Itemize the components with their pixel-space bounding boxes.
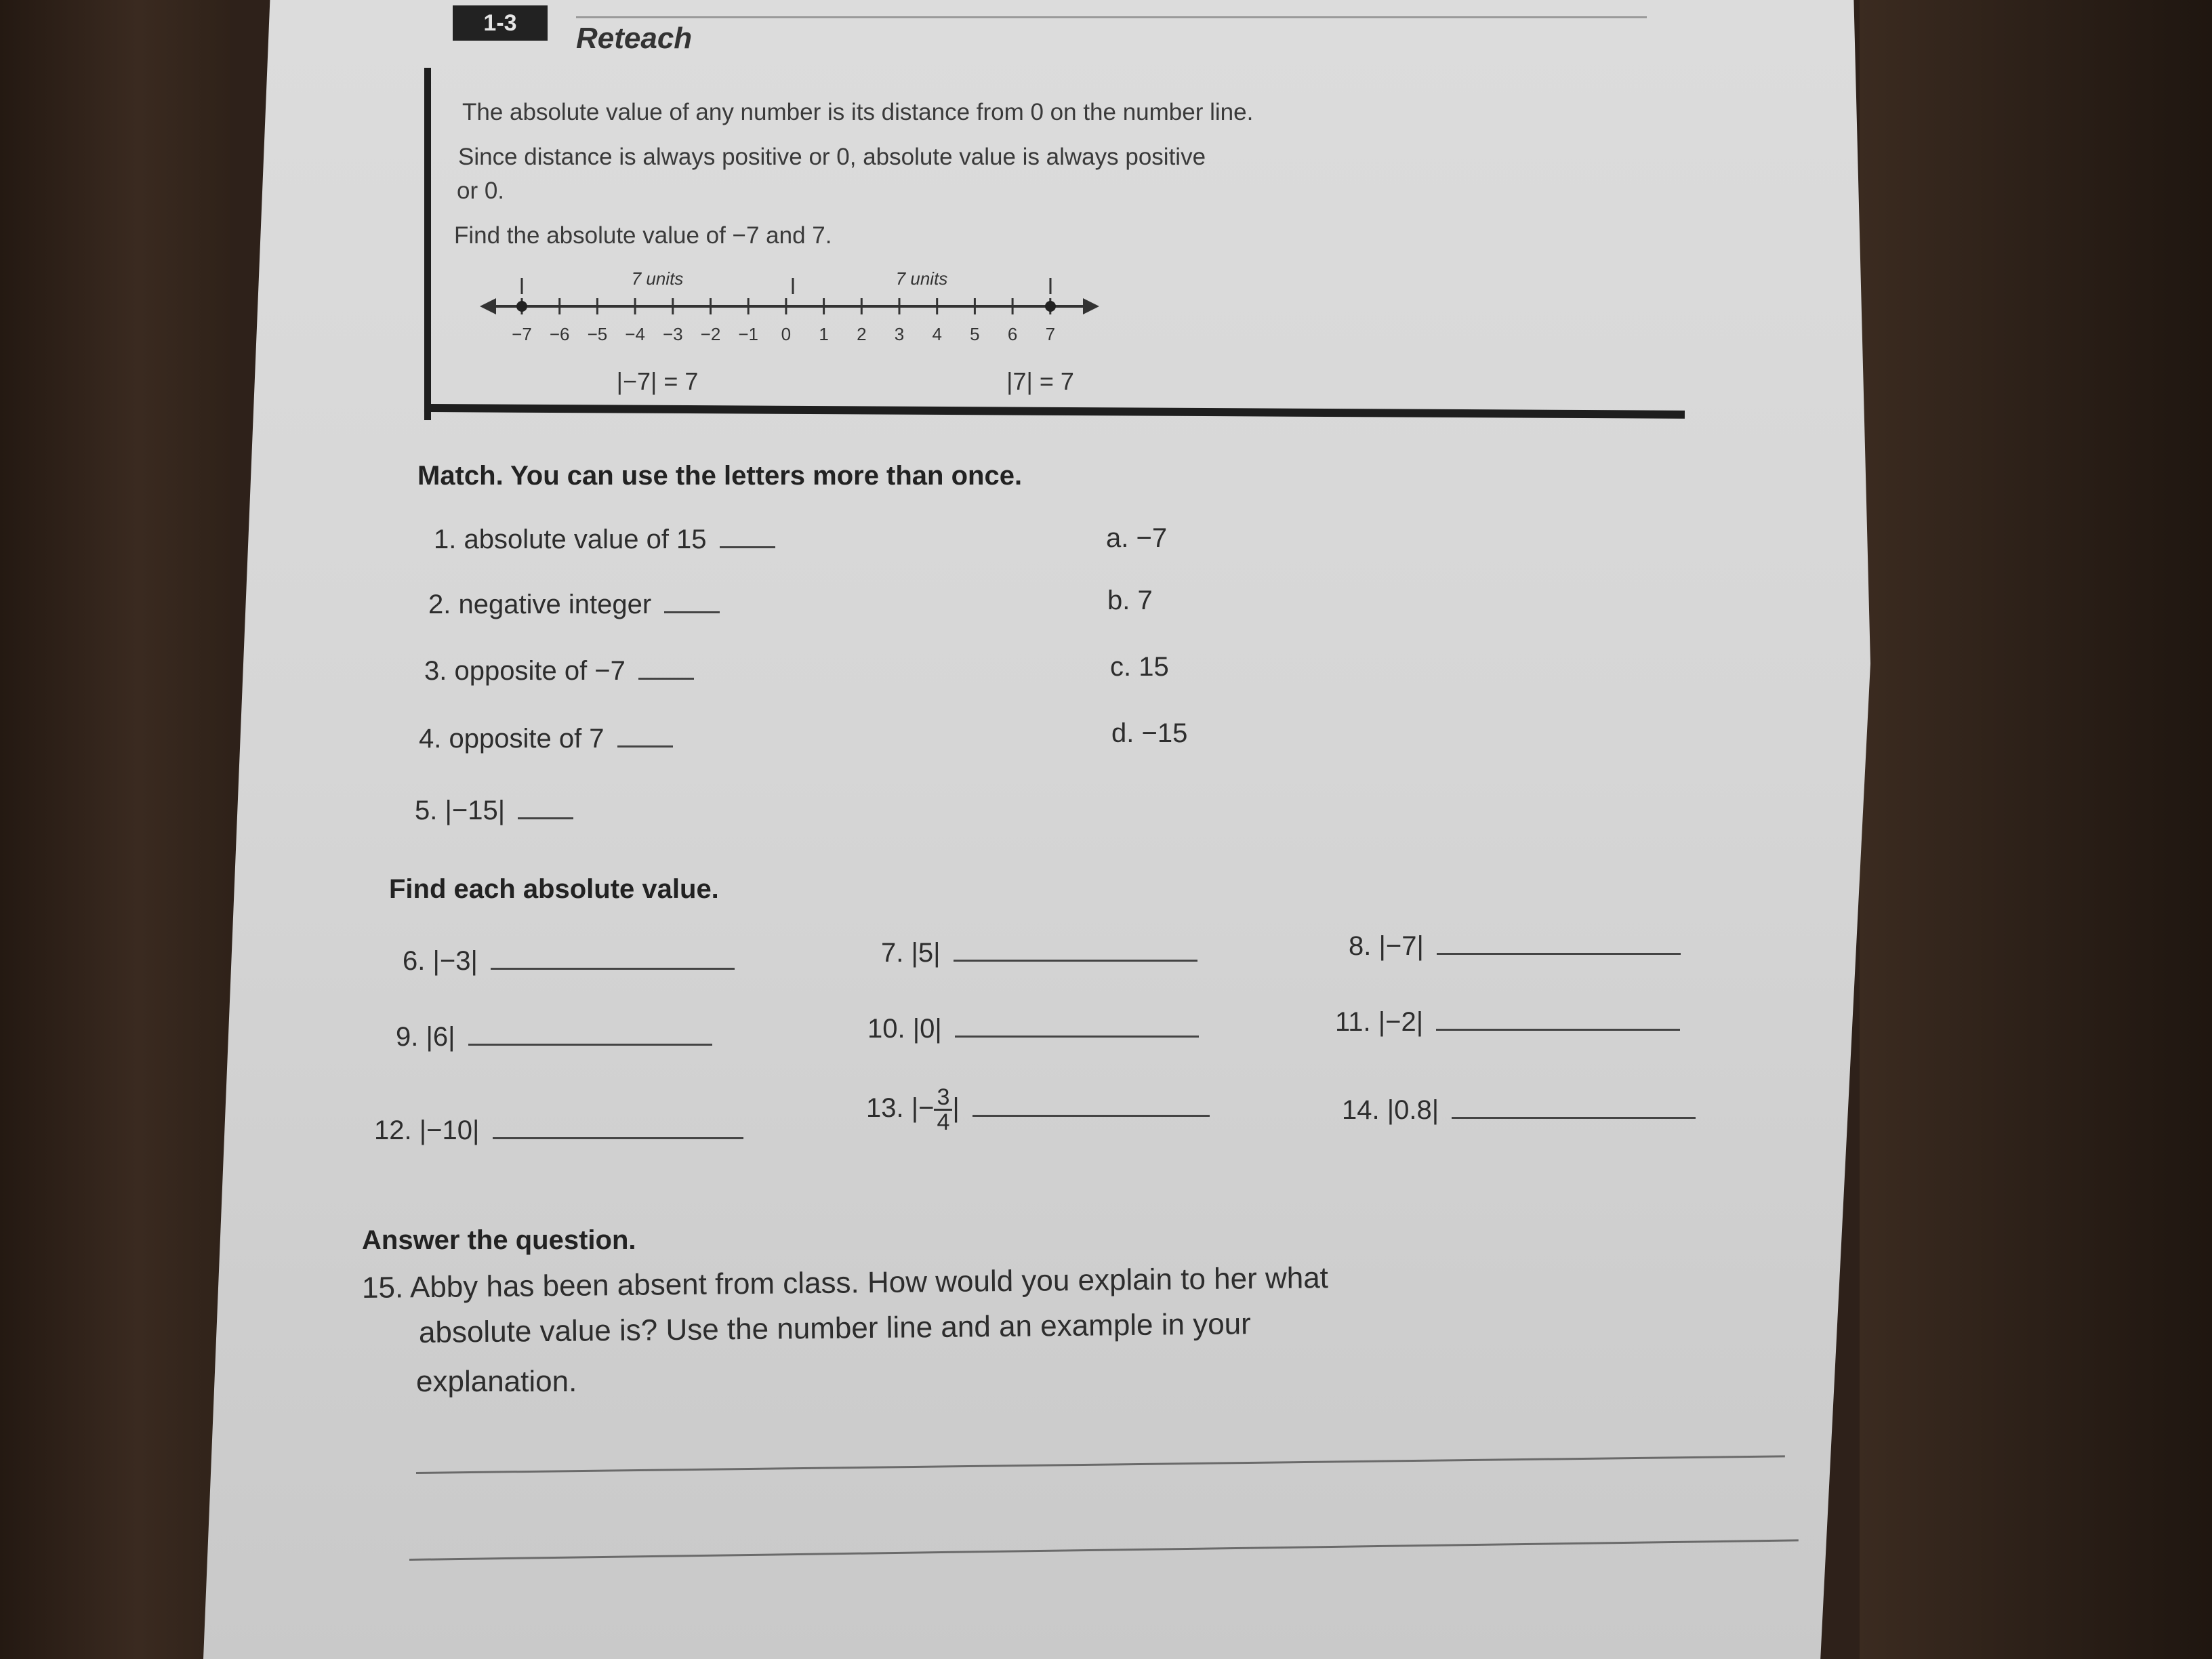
number-line-tick-label: 4 bbox=[932, 324, 942, 344]
find-item-6-expr: |−3| bbox=[432, 946, 478, 976]
lesson-badge: 1-3 bbox=[453, 5, 548, 41]
fraction-three-fourths bbox=[934, 1086, 952, 1134]
choice-a bbox=[1106, 523, 1167, 554]
match-item-2-text: negative integer bbox=[458, 590, 652, 619]
find-item-14 bbox=[1342, 1095, 1696, 1126]
find-item-11-blank[interactable] bbox=[1436, 1025, 1680, 1031]
find-item-11-expr: |−2| bbox=[1378, 1007, 1424, 1037]
choice-c bbox=[1110, 652, 1169, 682]
number-line-tick-label: 6 bbox=[1007, 324, 1018, 344]
find-item-7 bbox=[881, 938, 1197, 968]
find-item-9-number: 9. bbox=[396, 1022, 419, 1052]
match-item-1-text: absolute value of 15 bbox=[464, 525, 707, 554]
number-line-tick-label: 0 bbox=[781, 324, 792, 344]
match-item-5 bbox=[415, 796, 573, 826]
find-item-7-expr: |5| bbox=[911, 938, 941, 968]
question-15-text-1: Abby has been absent from class. How would you explain to her what bbox=[409, 1261, 1329, 1305]
find-item-12 bbox=[374, 1115, 743, 1146]
number-line-tick-label: −2 bbox=[700, 324, 721, 344]
example-box-left-border bbox=[424, 68, 431, 420]
choice-b-letter: b. bbox=[1107, 586, 1130, 615]
choice-a-letter: a. bbox=[1106, 523, 1129, 553]
choice-b-text: 7 bbox=[1137, 586, 1153, 615]
find-item-13-number: 13. bbox=[866, 1093, 904, 1124]
background-right bbox=[1860, 0, 2212, 1659]
choice-d bbox=[1111, 718, 1187, 749]
find-item-12-number: 12. bbox=[374, 1115, 412, 1145]
find-item-10-number: 10. bbox=[867, 1014, 905, 1044]
find-instruction: Find each absolute value. bbox=[389, 874, 719, 904]
worksheet-paper bbox=[203, 0, 1870, 1659]
number-line-tick-label: 1 bbox=[819, 324, 829, 344]
match-item-2-blank[interactable] bbox=[664, 607, 720, 613]
find-item-10-expr: |0| bbox=[912, 1014, 942, 1044]
match-item-1-blank[interactable] bbox=[720, 542, 775, 548]
choice-d-letter: d. bbox=[1111, 718, 1134, 748]
fraction-numerator: 3 bbox=[934, 1086, 952, 1111]
match-item-3 bbox=[424, 656, 694, 687]
find-item-9-blank[interactable] bbox=[468, 1040, 712, 1046]
match-item-3-blank[interactable] bbox=[638, 674, 694, 680]
answer-instruction: Answer the question. bbox=[362, 1225, 636, 1255]
reteach-subtitle: Reteach bbox=[576, 22, 693, 55]
find-item-10-blank[interactable] bbox=[955, 1031, 1199, 1038]
fraction-denominator: 4 bbox=[937, 1109, 950, 1135]
equation-abs-neg-7: |−7| = 7 bbox=[616, 367, 699, 395]
intro-line-1: The absolute value of any number is its distance from 0 on the number line. bbox=[462, 99, 1254, 125]
match-item-4-text: opposite of 7 bbox=[449, 724, 605, 754]
match-item-4 bbox=[419, 724, 673, 754]
intro-line-2a: Since distance is always positive or 0, absolute value is always positive bbox=[458, 144, 1206, 170]
find-item-8-expr: |−7| bbox=[1378, 931, 1424, 961]
find-item-14-blank[interactable] bbox=[1452, 1113, 1696, 1119]
question-15-text-2: absolute value is? Use the number line and an example in your bbox=[418, 1307, 1252, 1349]
left-arrow-icon bbox=[480, 298, 496, 314]
match-item-5-text: |−15| bbox=[445, 796, 506, 825]
right-units-label: 7 units bbox=[895, 268, 948, 289]
match-item-1-number: 1. bbox=[434, 525, 457, 554]
number-line-tick-label: −4 bbox=[625, 324, 645, 344]
find-item-11 bbox=[1335, 1007, 1680, 1038]
find-item-7-blank[interactable] bbox=[954, 956, 1197, 962]
find-item-9-expr: |6| bbox=[426, 1022, 455, 1052]
find-item-8-blank[interactable] bbox=[1437, 949, 1681, 955]
choice-d-text: −15 bbox=[1141, 718, 1188, 748]
match-item-4-blank[interactable] bbox=[617, 741, 673, 747]
match-item-3-number: 3. bbox=[424, 656, 447, 686]
match-item-2-number: 2. bbox=[428, 590, 451, 619]
point-neg-7 bbox=[516, 301, 527, 312]
choice-a-text: −7 bbox=[1136, 523, 1168, 553]
find-item-13-blank[interactable] bbox=[972, 1111, 1210, 1117]
number-line-figure bbox=[474, 264, 1118, 400]
match-item-4-number: 4. bbox=[419, 724, 442, 754]
find-item-12-expr: |−10| bbox=[419, 1115, 480, 1145]
intro-line-3: Find the absolute value of −7 and 7. bbox=[454, 222, 832, 249]
number-line-tick-label: 7 bbox=[1045, 324, 1056, 344]
match-item-5-number: 5. bbox=[415, 796, 438, 825]
find-item-12-blank[interactable] bbox=[493, 1133, 743, 1139]
find-item-14-expr: |0.8| bbox=[1387, 1095, 1439, 1125]
find-item-6 bbox=[403, 946, 735, 977]
choice-b bbox=[1107, 586, 1153, 616]
match-instruction: Match. You can use the letters more than once. bbox=[417, 461, 1023, 491]
number-line-tick-label: 3 bbox=[894, 324, 905, 344]
find-item-10 bbox=[867, 1014, 1199, 1044]
left-units-label: 7 units bbox=[631, 268, 684, 289]
find-item-14-number: 14. bbox=[1342, 1095, 1380, 1125]
number-line-tick-label: −5 bbox=[587, 324, 608, 344]
match-item-5-blank[interactable] bbox=[518, 813, 573, 819]
equation-abs-pos-7: |7| = 7 bbox=[1006, 367, 1074, 395]
match-item-2 bbox=[428, 590, 720, 620]
number-line-tick-label: 5 bbox=[970, 324, 980, 344]
find-item-13-suffix: | bbox=[952, 1093, 960, 1124]
number-line-tick-label: −6 bbox=[549, 324, 570, 344]
match-item-3-text: opposite of −7 bbox=[454, 656, 626, 686]
choice-c-text: 15 bbox=[1139, 652, 1169, 682]
question-15-text-3: explanation. bbox=[416, 1365, 577, 1398]
number-line-tick-label: 2 bbox=[857, 324, 867, 344]
find-item-6-number: 6. bbox=[403, 946, 426, 976]
number-line-tick-label: −7 bbox=[512, 324, 532, 344]
point-pos-7 bbox=[1045, 301, 1056, 312]
find-item-8 bbox=[1349, 931, 1681, 962]
background-left bbox=[0, 0, 230, 1659]
choice-c-letter: c. bbox=[1110, 652, 1132, 682]
question-15-number: 15. bbox=[361, 1271, 404, 1305]
find-item-8-number: 8. bbox=[1349, 931, 1372, 961]
number-line-tick-label: −3 bbox=[662, 324, 683, 344]
find-item-11-number: 11. bbox=[1335, 1007, 1371, 1037]
find-item-13 bbox=[866, 1086, 1210, 1134]
intro-line-2b: or 0. bbox=[457, 178, 505, 204]
find-item-13-prefix: |− bbox=[911, 1093, 935, 1124]
find-item-6-blank[interactable] bbox=[491, 964, 735, 970]
right-arrow-icon bbox=[1083, 298, 1099, 314]
find-item-7-number: 7. bbox=[881, 938, 904, 968]
match-item-1 bbox=[434, 525, 775, 555]
find-item-9 bbox=[396, 1022, 712, 1052]
header-rule bbox=[576, 16, 1647, 18]
number-line-tick-label: −1 bbox=[738, 324, 759, 344]
